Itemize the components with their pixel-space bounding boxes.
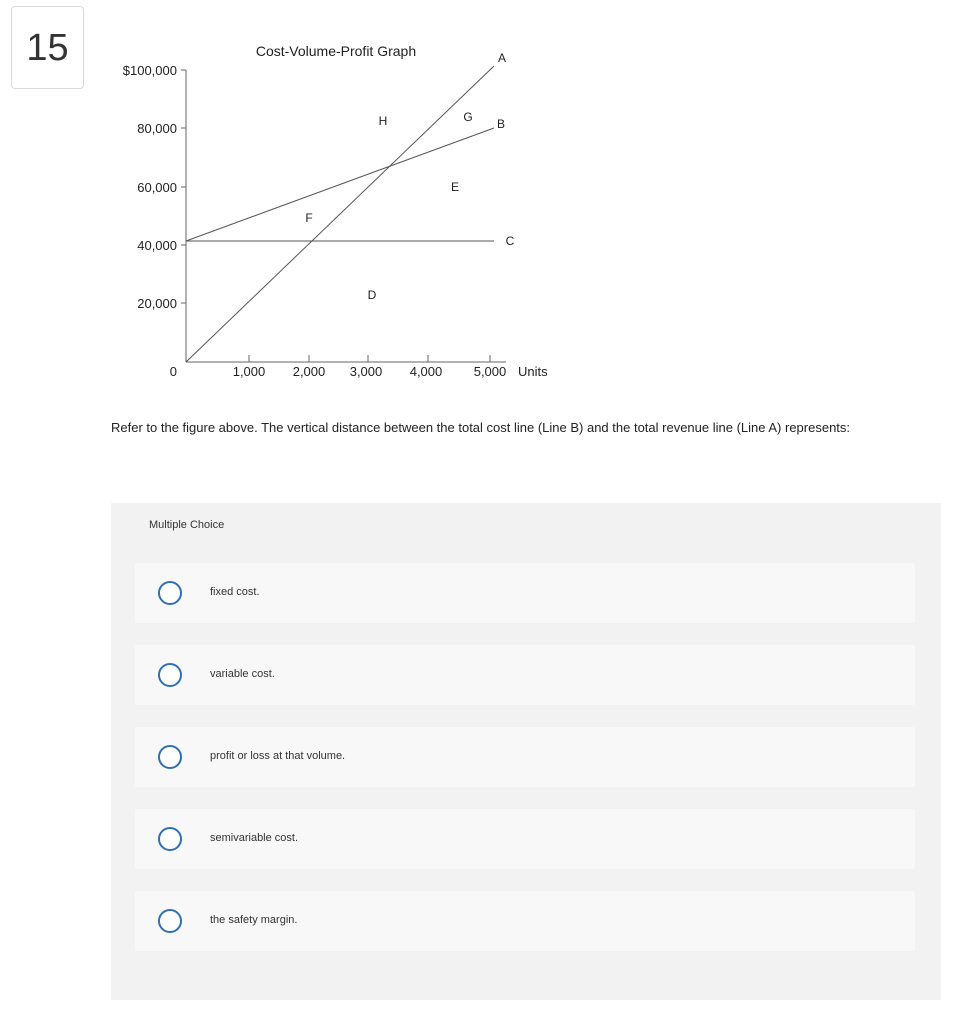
question-number: 15 <box>11 6 84 89</box>
y-tick-marks <box>181 70 186 303</box>
x-tick-label: 5,000 <box>473 364 507 379</box>
radio-button[interactable] <box>158 827 182 851</box>
answer-option-variable-cost[interactable] <box>135 645 915 705</box>
graph-title: Cost-Volume-Profit Graph <box>255 43 417 59</box>
label-h: H <box>378 114 388 128</box>
line-a-total-revenue <box>186 66 494 362</box>
label-d: D <box>367 288 377 302</box>
y-tick-label: 0 <box>169 364 177 379</box>
label-c: C <box>505 234 515 248</box>
option-label: the safety margin. <box>210 914 298 926</box>
y-tick-label: $100,000 <box>122 63 177 78</box>
radio-button[interactable] <box>158 745 182 769</box>
radio-button[interactable] <box>158 581 182 605</box>
cvp-graph <box>0 0 960 400</box>
option-label: variable cost. <box>210 668 275 680</box>
label-b: B <box>496 117 506 131</box>
option-label: semivariable cost. <box>210 832 299 844</box>
multiple-choice-label: Multiple Choice <box>149 519 225 531</box>
question-prompt: Refer to the figure above. The vertical distance between the total cost line (Line B) and the total revenue line (Line A) represents: <box>111 420 851 435</box>
radio-button[interactable] <box>158 909 182 933</box>
y-tick-label: 80,000 <box>137 121 177 136</box>
answer-option-safety-margin[interactable] <box>135 891 915 951</box>
answer-option-semivariable-cost[interactable] <box>135 809 915 869</box>
multiple-choice-panel <box>111 503 941 1000</box>
answer-option-profit-or-loss[interactable] <box>135 727 915 787</box>
x-tick-label: 1,000 <box>232 364 266 379</box>
label-a: A <box>497 51 507 65</box>
line-b-total-cost <box>186 128 494 241</box>
y-tick-label: 40,000 <box>137 238 177 253</box>
label-f: F <box>305 211 313 225</box>
answer-option-fixed-cost[interactable] <box>135 563 915 623</box>
option-label: fixed cost. <box>210 586 260 598</box>
x-tick-label: 4,000 <box>409 364 443 379</box>
y-tick-label: 20,000 <box>137 296 177 311</box>
label-e: E <box>450 180 460 194</box>
label-g: G <box>463 110 473 124</box>
x-tick-label: 3,000 <box>349 364 383 379</box>
y-tick-label: 60,000 <box>137 180 177 195</box>
x-axis-unit-label: Units <box>518 364 548 379</box>
x-tick-label: 2,000 <box>292 364 326 379</box>
radio-button[interactable] <box>158 663 182 687</box>
option-label: profit or loss at that volume. <box>210 750 346 762</box>
x-tick-marks <box>249 355 490 362</box>
